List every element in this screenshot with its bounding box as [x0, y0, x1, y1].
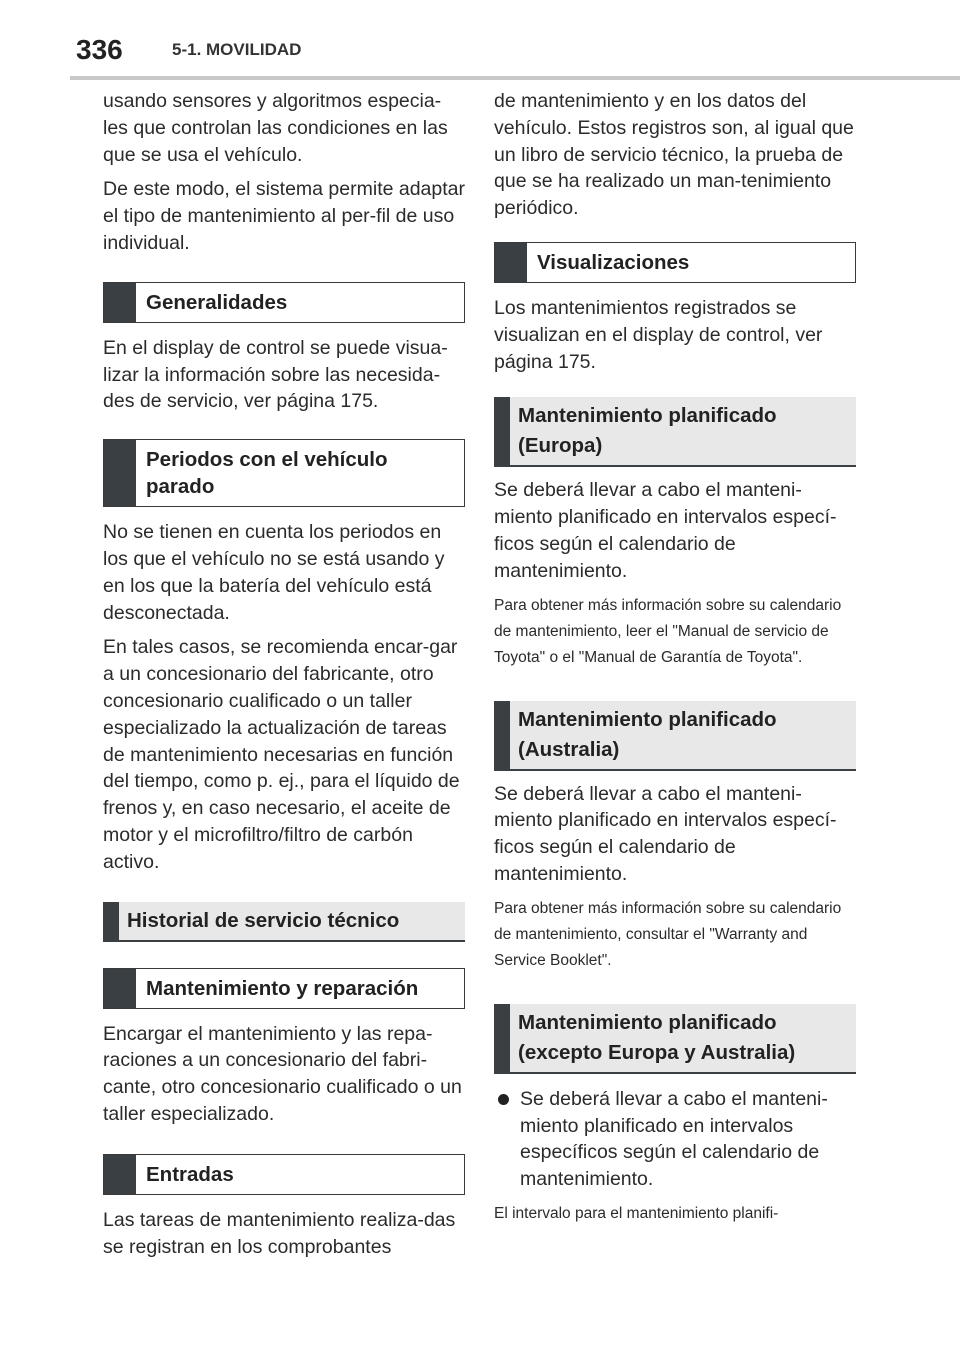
heading-text: Periodos con el vehículo parado: [146, 448, 388, 499]
visualizaciones-paragraph: Los mantenimientos registrados se visualizan en el display de control, ver página 175.: [494, 296, 823, 373]
heading-bar: [104, 283, 136, 322]
heading-bar: [104, 440, 136, 506]
heading-text: Generalidades: [146, 290, 288, 314]
section-heading-generalidades: [103, 282, 465, 323]
section-heading-australia: [494, 701, 856, 771]
list-item: [494, 1086, 856, 1193]
intro-paragraph-1: usando sensores y algoritmos especia-les que controlan las condiciones en las que se usa el vehículo.: [103, 90, 448, 166]
heading-text: Mantenimiento y reparación: [146, 976, 419, 1000]
heading-bar: [103, 902, 119, 940]
continued-paragraph: de mantenimiento y en los datos del vehículo. Estos registros son, al igual que un libro de servicio técnico, la prueba de que se ha realizado un man-tenimiento periódico.: [494, 90, 854, 220]
left-column: [103, 88, 465, 1268]
section-heading-historial: [103, 902, 465, 942]
section-heading-entradas: [103, 1154, 465, 1195]
section-heading-europa: [494, 397, 856, 467]
intro-paragraph-2: De este modo, el sistema permite adaptar el tipo de mantenimiento al per-fil de uso individual.: [103, 178, 466, 254]
heading-bar: [104, 1155, 136, 1194]
header-divider: [70, 76, 960, 80]
heading-bar: [494, 701, 510, 769]
heading-text: Historial de servicio técnico: [127, 908, 400, 932]
page-number: 336: [76, 34, 123, 65]
heading-text: Mantenimiento planificado (Europa): [518, 404, 777, 458]
europa-paragraph: Se deberá llevar a cabo el manteni-miento planificado en intervalos especí-ficos según el calendario de mantenimiento.: [494, 479, 837, 582]
mantenimiento-paragraph: Encargar el mantenimiento y las repa-raciones a un concesionario del fabri-cante, otro concesionario cualificado o un taller especializado.: [103, 1022, 462, 1125]
heading-bar: [494, 1004, 510, 1072]
bullet-icon: [498, 1094, 509, 1105]
australia-note: Para obtener más información sobre su calendario de mantenimiento, consultar el "Warranty and Service Booklet".: [494, 899, 842, 969]
australia-paragraph: Se deberá llevar a cabo el manteni-miento planificado en intervalos especí-ficos según el calendario de mantenimiento.: [494, 782, 837, 885]
excepto-note: El intervalo para el mantenimiento planifi-: [494, 1204, 779, 1222]
heading-text: Entradas: [146, 1162, 234, 1186]
heading-bar: [495, 243, 527, 282]
heading-bar: [104, 969, 136, 1008]
section-heading-mantenimiento: [103, 968, 465, 1009]
heading-text: Mantenimiento planificado (Australia): [518, 707, 777, 761]
heading-bar: [494, 397, 510, 465]
page-header: [0, 0, 960, 78]
right-column: [494, 88, 856, 1227]
entradas-paragraph: Las tareas de mantenimiento realiza-das se registran en los comprobantes: [103, 1208, 456, 1258]
heading-text: Visualizaciones: [537, 250, 690, 274]
periodos-paragraph-2: En tales casos, se recomienda encar-gar a un concesionario del fabricante, otro concesionario cualificado o un taller especializado la actualización de tareas de mantenimiento necesarias en función del tiempo, como p. ej., para el líquido de frenos y, en caso necesario, el aceite de motor y el microfiltro/filtro de carbón activo.: [103, 636, 460, 873]
heading-text: Mantenimiento planificado (excepto Europa y Australia): [518, 1010, 796, 1064]
periodos-paragraph-1: No se tienen en cuenta los periodos en los que el vehículo no se está usando y en los que la batería del vehículo está desconectada.: [103, 521, 445, 624]
europa-note: Para obtener más información sobre su calendario de mantenimiento, leer el "Manual de servicio de Toyota" o el "Manual de Garantía de Toyota".: [494, 596, 842, 666]
section-heading-excepto: [494, 1004, 856, 1074]
generalidades-paragraph: En el display de control se puede visua-lizar la información sobre las necesida-des de servicio, ver página 175.: [103, 336, 448, 413]
bullet-text: Se deberá llevar a cabo el manteni-miento planificado en intervalos específicos según el calendario de mantenimiento.: [520, 1087, 828, 1191]
chapter-title: 5-1. MOVILIDAD: [172, 40, 302, 59]
section-heading-periodos: [103, 439, 465, 507]
section-heading-visualizaciones: [494, 242, 856, 283]
